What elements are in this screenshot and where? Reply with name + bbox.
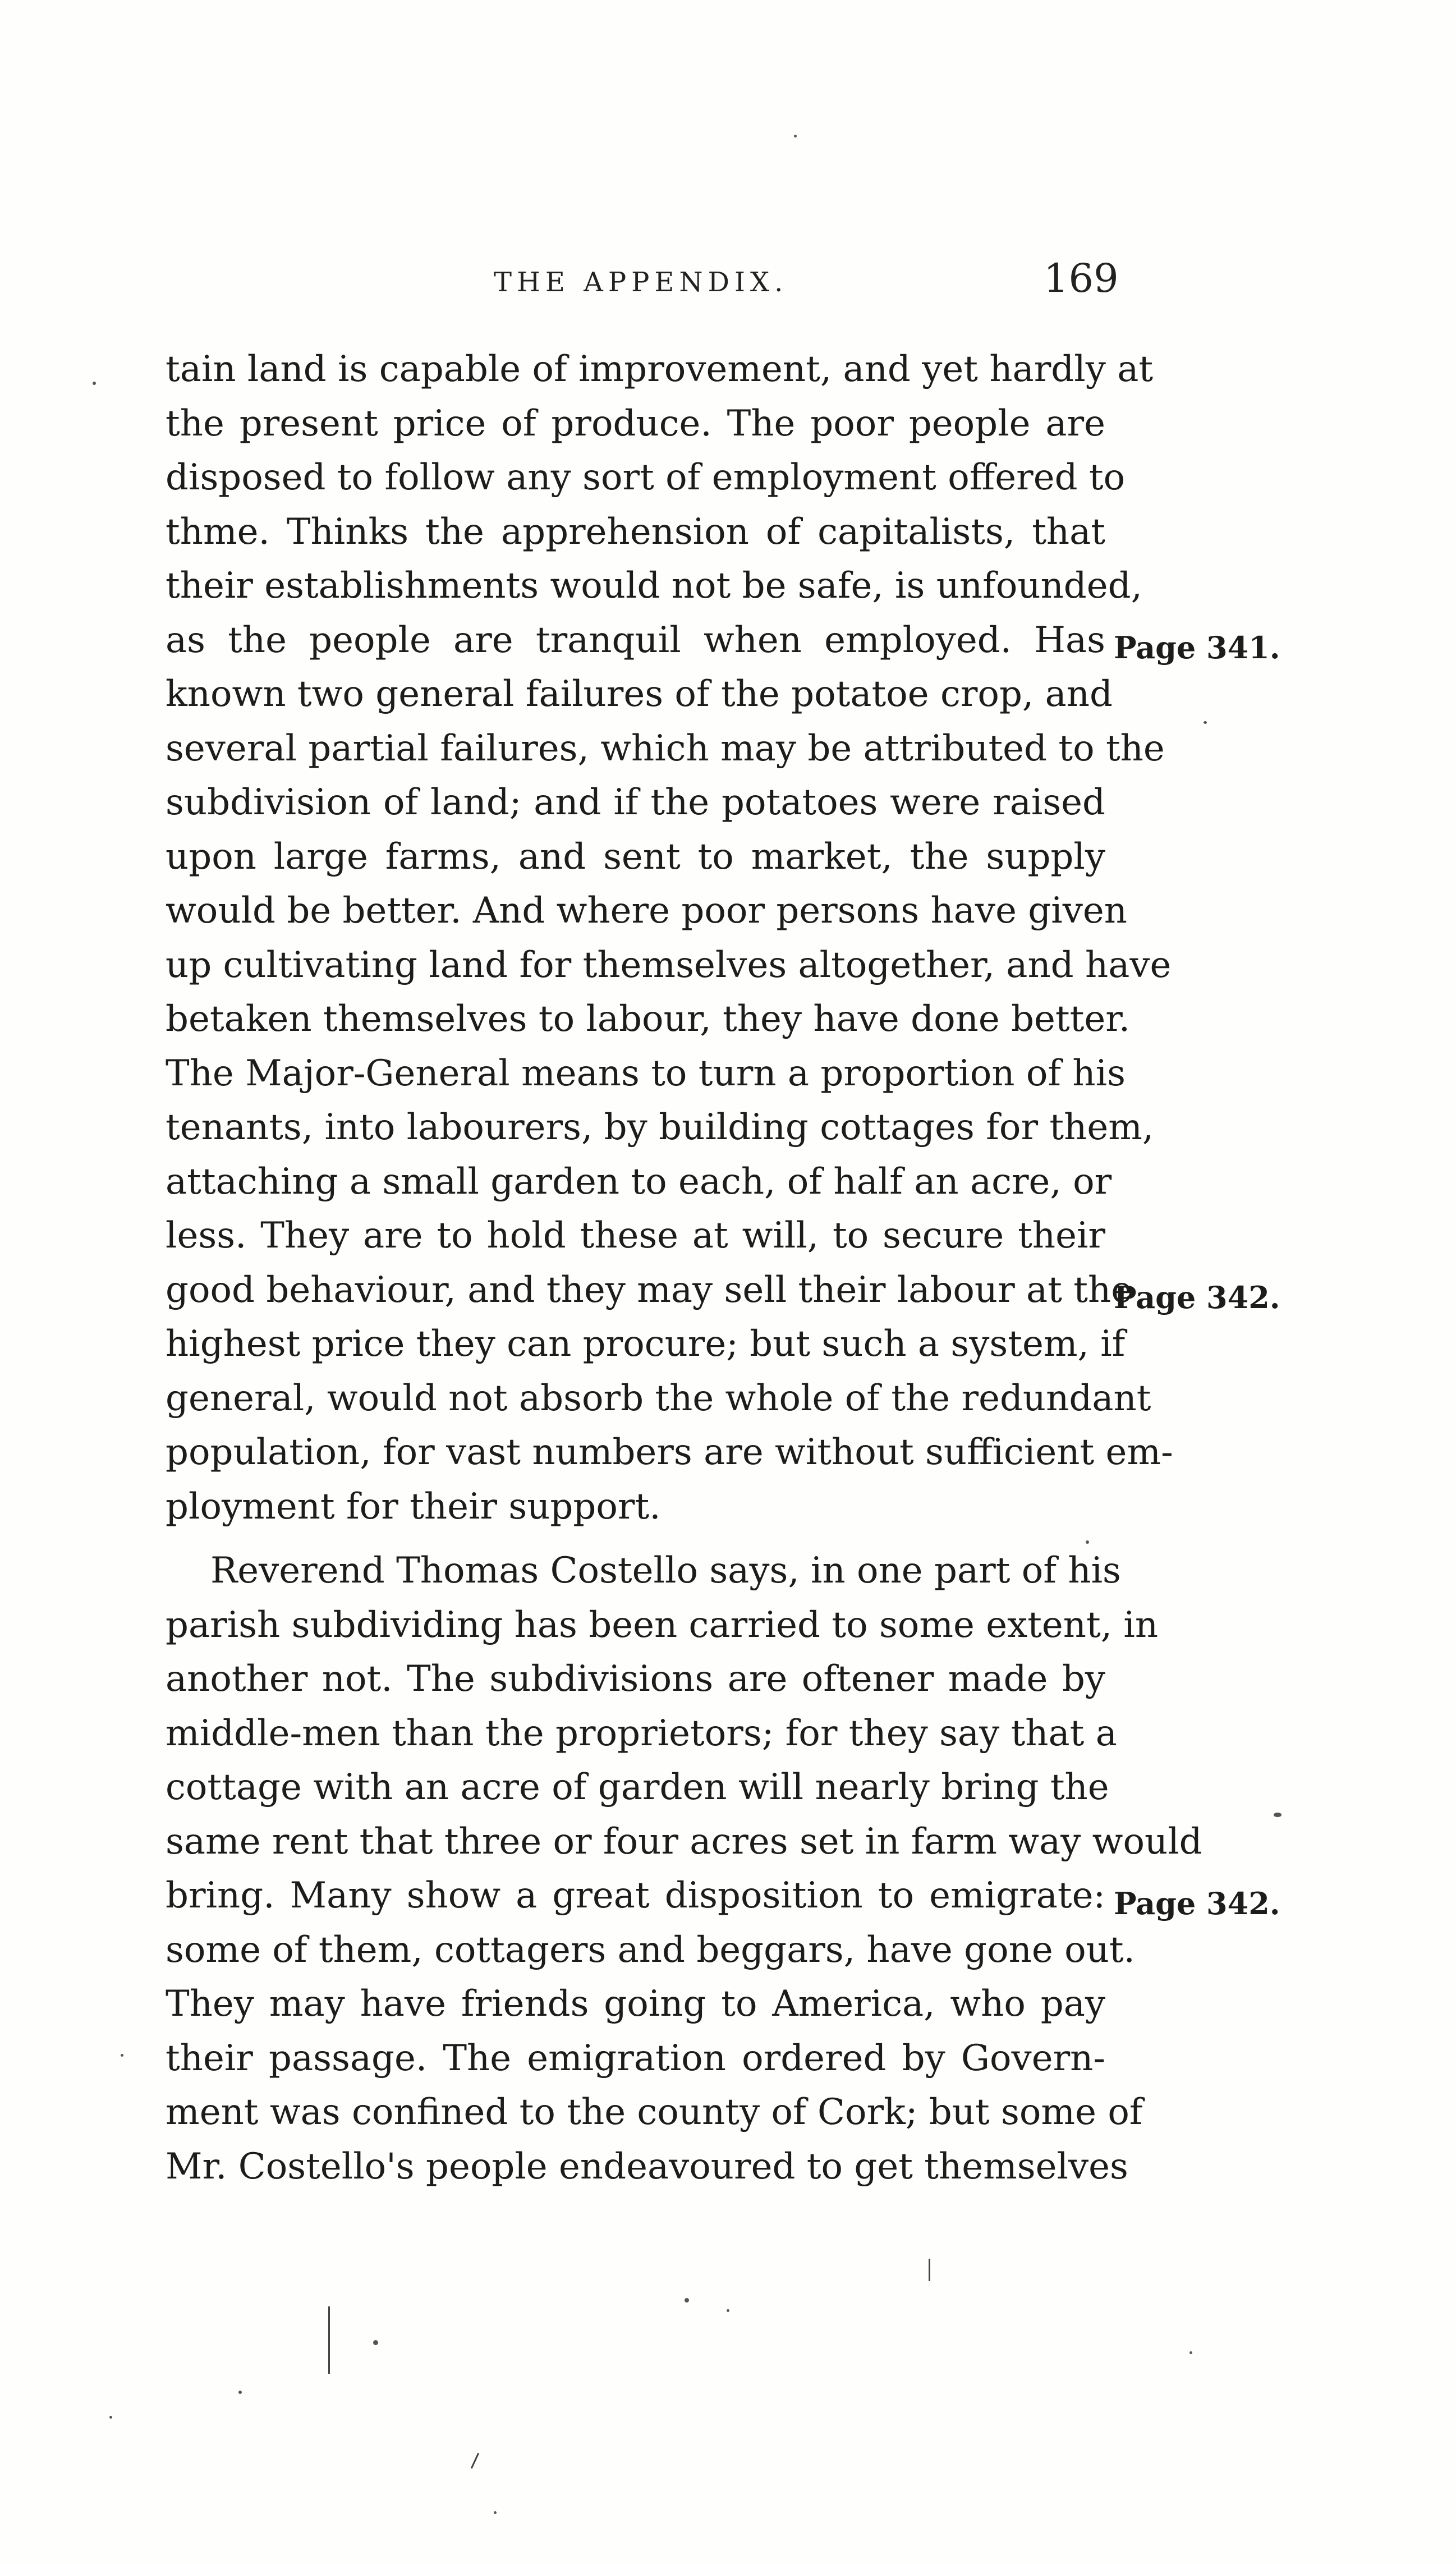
paragraph-gap: [166, 1534, 1105, 1544]
text-line: their passage. The emigration ordered by Govern-: [166, 2037, 1105, 2079]
scan-speck: [93, 382, 96, 385]
text-line: attaching a small garden to each, of half an acre, or: [166, 1161, 1112, 1203]
page-number: 169: [1044, 255, 1119, 301]
text-line: good behaviour, and they may sell their labour at the: [166, 1269, 1133, 1311]
text-line: parish subdividing has been carried to some extent, in: [166, 1604, 1159, 1646]
text-line: the present price of produce. The poor people are: [166, 402, 1105, 444]
running-header: THE APPENDIX.: [494, 267, 788, 298]
margin-note: Page 341.: [1114, 630, 1280, 666]
text-line: tenants, into labourers, by building cottages for them,: [166, 1107, 1154, 1148]
text-line: tain land is capable of improvement, and yet hardly at: [166, 348, 1154, 390]
text-line: They may have friends going to America, who pay: [166, 1983, 1105, 2025]
scan-speck: [685, 2298, 689, 2302]
scan-mark: [471, 2453, 479, 2469]
scan-mark: [328, 2306, 330, 2374]
text-line: middle-men than the proprietors; for they say that a: [166, 1712, 1117, 1754]
scan-mark: [929, 2259, 930, 2281]
text-line: as the people are tranquil when employed. Has: [166, 619, 1105, 661]
scan-speck: [109, 2416, 112, 2419]
text-line: bring. Many show a great disposition to emigrate:: [166, 1875, 1105, 1916]
text-line: up cultivating land for themselves altogether, and have: [166, 944, 1172, 986]
text-line: subdivision of land; and if the potatoes were raised: [166, 782, 1105, 823]
margin-note: Page 342.: [1114, 1886, 1280, 1921]
scan-speck: [1274, 1813, 1282, 1817]
text-line: another not. The subdivisions are oftener made by: [166, 1658, 1105, 1700]
scan-speck: [1086, 1540, 1089, 1544]
text-line: would be better. And where poor persons have given: [166, 890, 1127, 932]
text-line: their establishments would not be safe, is unfounded,: [166, 565, 1142, 607]
text-line: betaken themselves to labour, they have done better.: [166, 998, 1131, 1040]
text-line: highest price they can procure; but such a system, if: [166, 1323, 1126, 1365]
scan-speck: [1189, 2351, 1192, 2354]
scan-speck: [1204, 721, 1207, 724]
scan-speck: [121, 2054, 123, 2057]
text-line: The Major-General means to turn a proportion of his: [166, 1052, 1126, 1094]
text-line: same rent that three or four acres set in farm way would: [166, 1820, 1202, 1863]
text-line: some of them, cottagers and beggars, have gone out.: [166, 1929, 1135, 1971]
scan-speck: [794, 135, 797, 137]
text-line: ment was confined to the county of Cork; but some of: [166, 2091, 1143, 2133]
text-line: Reverend Thomas Costello says, in one part of his: [210, 1550, 1121, 1591]
text-line: general, would not absorb the whole of the redundant: [166, 1377, 1151, 1419]
scan-speck: [727, 2309, 729, 2312]
text-line: known two general failures of the potatoe crop, and: [166, 673, 1113, 715]
text-line: thme. Thinks the apprehension of capitalists, that: [166, 511, 1105, 553]
text-line: upon large farms, and sent to market, the supply: [166, 836, 1105, 878]
scan-speck: [373, 2340, 378, 2345]
margin-note: Page 342.: [1114, 1279, 1280, 1315]
scan-speck: [494, 2511, 497, 2514]
text-line: disposed to follow any sort of employment offered to: [166, 457, 1126, 498]
text-line: Mr. Costello's people endeavoured to get themselves: [166, 2145, 1128, 2187]
scan-speck: [238, 2391, 242, 2394]
text-line: ployment for their support.: [166, 1485, 661, 1528]
text-line: population, for vast numbers are without sufficient em-: [166, 1432, 1173, 1473]
text-line: cottage with an acre of garden will nearly bring the: [166, 1767, 1109, 1808]
text-line: several partial failures, which may be attributed to the: [166, 727, 1165, 769]
text-line: less. They are to hold these at will, to secure their: [166, 1215, 1105, 1256]
